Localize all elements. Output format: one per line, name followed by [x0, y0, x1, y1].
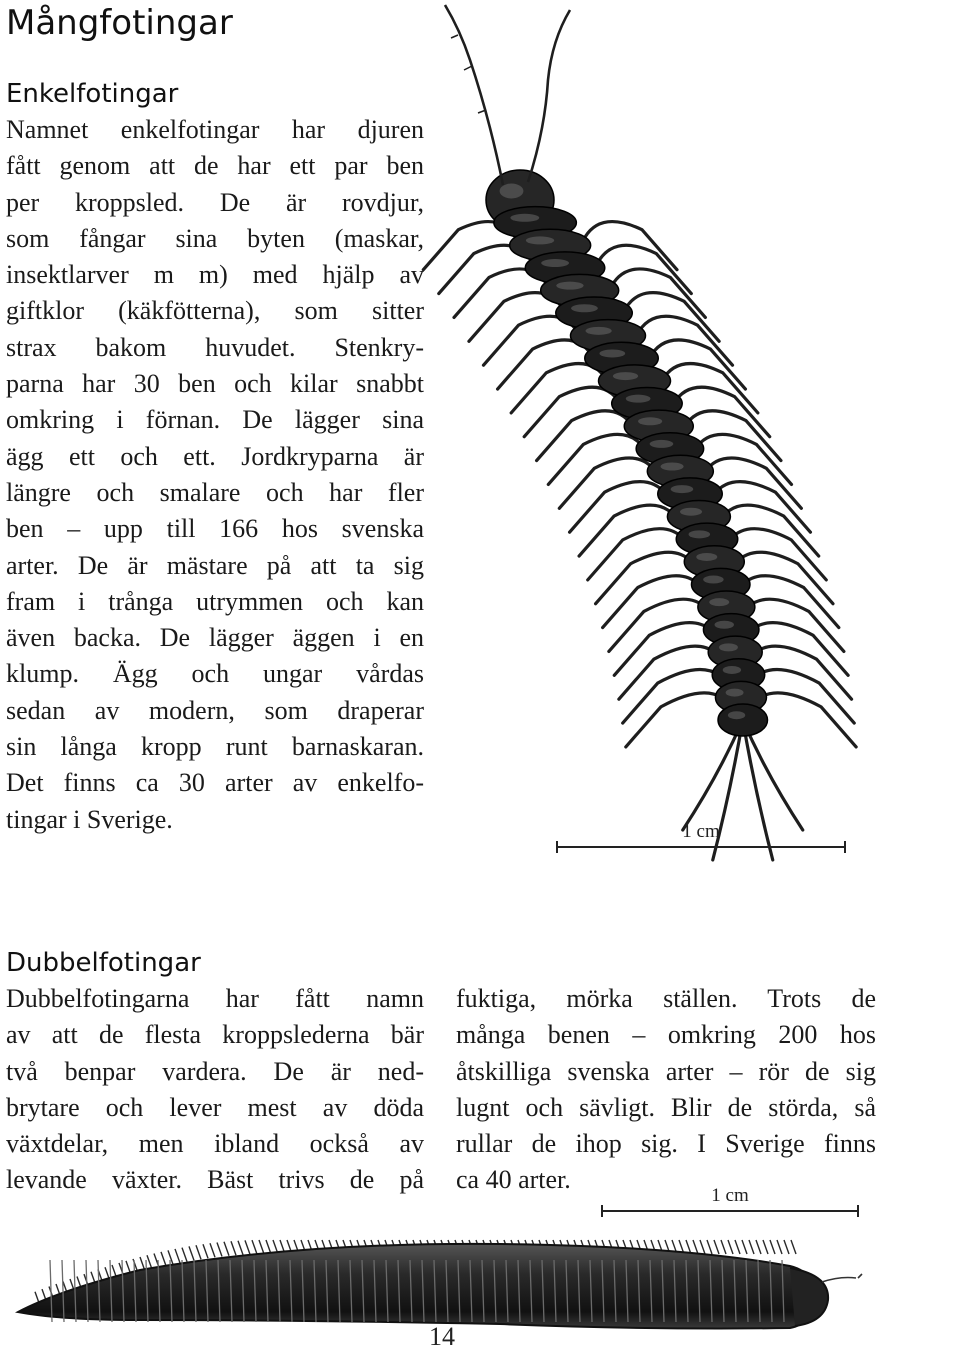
page-number: 14	[429, 1322, 455, 1351]
scale-bar-millipede	[601, 1185, 859, 1215]
text-line: fuktiga, mörka ställen. Trots de	[456, 984, 876, 1013]
text-line: växtdelar, men ibland också av	[6, 1129, 424, 1159]
page-title: Mångfotingar	[6, 3, 233, 43]
scale-label: 1 cm	[711, 1185, 749, 1206]
text-line: som fångar sina byten (maskar,	[6, 223, 424, 253]
text-line: fått genom att de har ett par ben	[6, 151, 424, 181]
scale-label: 1 cm	[682, 821, 720, 842]
scale-line	[556, 846, 846, 848]
text-line: ägg ett och ett. Jordkryparna är	[6, 441, 424, 471]
dubbelfotingar-text-col2	[456, 981, 876, 1199]
dubbelfotingar-text-col1	[6, 981, 424, 1199]
text-line: strax bakom huvudet. Stenkry-	[6, 332, 424, 362]
text-line: fram i trånga utrymmen och kan	[6, 586, 424, 616]
text-line: Namnet enkelfotingar har djuren	[6, 115, 424, 144]
scale-bar-centipede	[556, 821, 846, 851]
scale-line	[601, 1210, 859, 1212]
text-line: klump. Ägg och ungar vårdas	[6, 659, 424, 689]
text-line: per kroppsled. De är rovdjur,	[6, 187, 424, 217]
text-line: Dubbelfotingarna har fått namn	[6, 984, 424, 1013]
text-line: ca 40 arter.	[456, 1165, 571, 1195]
text-line: Det finns ca 30 arter av enkelfo-	[6, 768, 424, 798]
text-line: giftklor (käkfötterna), som sitter	[6, 296, 424, 326]
text-line: omkring i förnan. De lägger sina	[6, 405, 424, 435]
text-line: ben – upp till 166 hos svenska	[6, 514, 424, 544]
text-line: av att de flesta kroppslederna bär	[6, 1020, 424, 1050]
text-line: många benen – omkring 200 hos	[456, 1020, 876, 1050]
text-line: levande växter. Bäst trivs de på	[6, 1165, 424, 1195]
text-line: längre och smalare och har fler	[6, 477, 424, 507]
text-line: lugnt och sävligt. Blir de störda, så	[456, 1092, 876, 1122]
text-line: sedan av modern, som draperar	[6, 695, 424, 725]
text-line: brytare och lever mest av döda	[6, 1092, 424, 1122]
text-line: arter. De är mästare på att ta sig	[6, 550, 424, 580]
text-line: rullar de ihop sig. I Sverige finns	[456, 1129, 876, 1159]
text-line: åtskilliga svenska arter – rör de sig	[456, 1056, 876, 1086]
text-line: parna har 30 ben och kilar snabbt	[6, 369, 424, 399]
section-heading-dubbelfotingar: Dubbelfotingar	[6, 948, 201, 978]
section-heading-enkelfotingar: Enkelfotingar	[6, 79, 179, 109]
text-line: tingar i Sverige.	[6, 804, 173, 834]
text-line: insektlarver m m) med hjälp av	[6, 260, 424, 290]
text-line: två benpar vardera. De är ned-	[6, 1056, 424, 1086]
text-line: sin långa kropp runt barnaskaran.	[6, 732, 424, 762]
text-line: även backa. De lägger äggen i en	[6, 623, 424, 653]
